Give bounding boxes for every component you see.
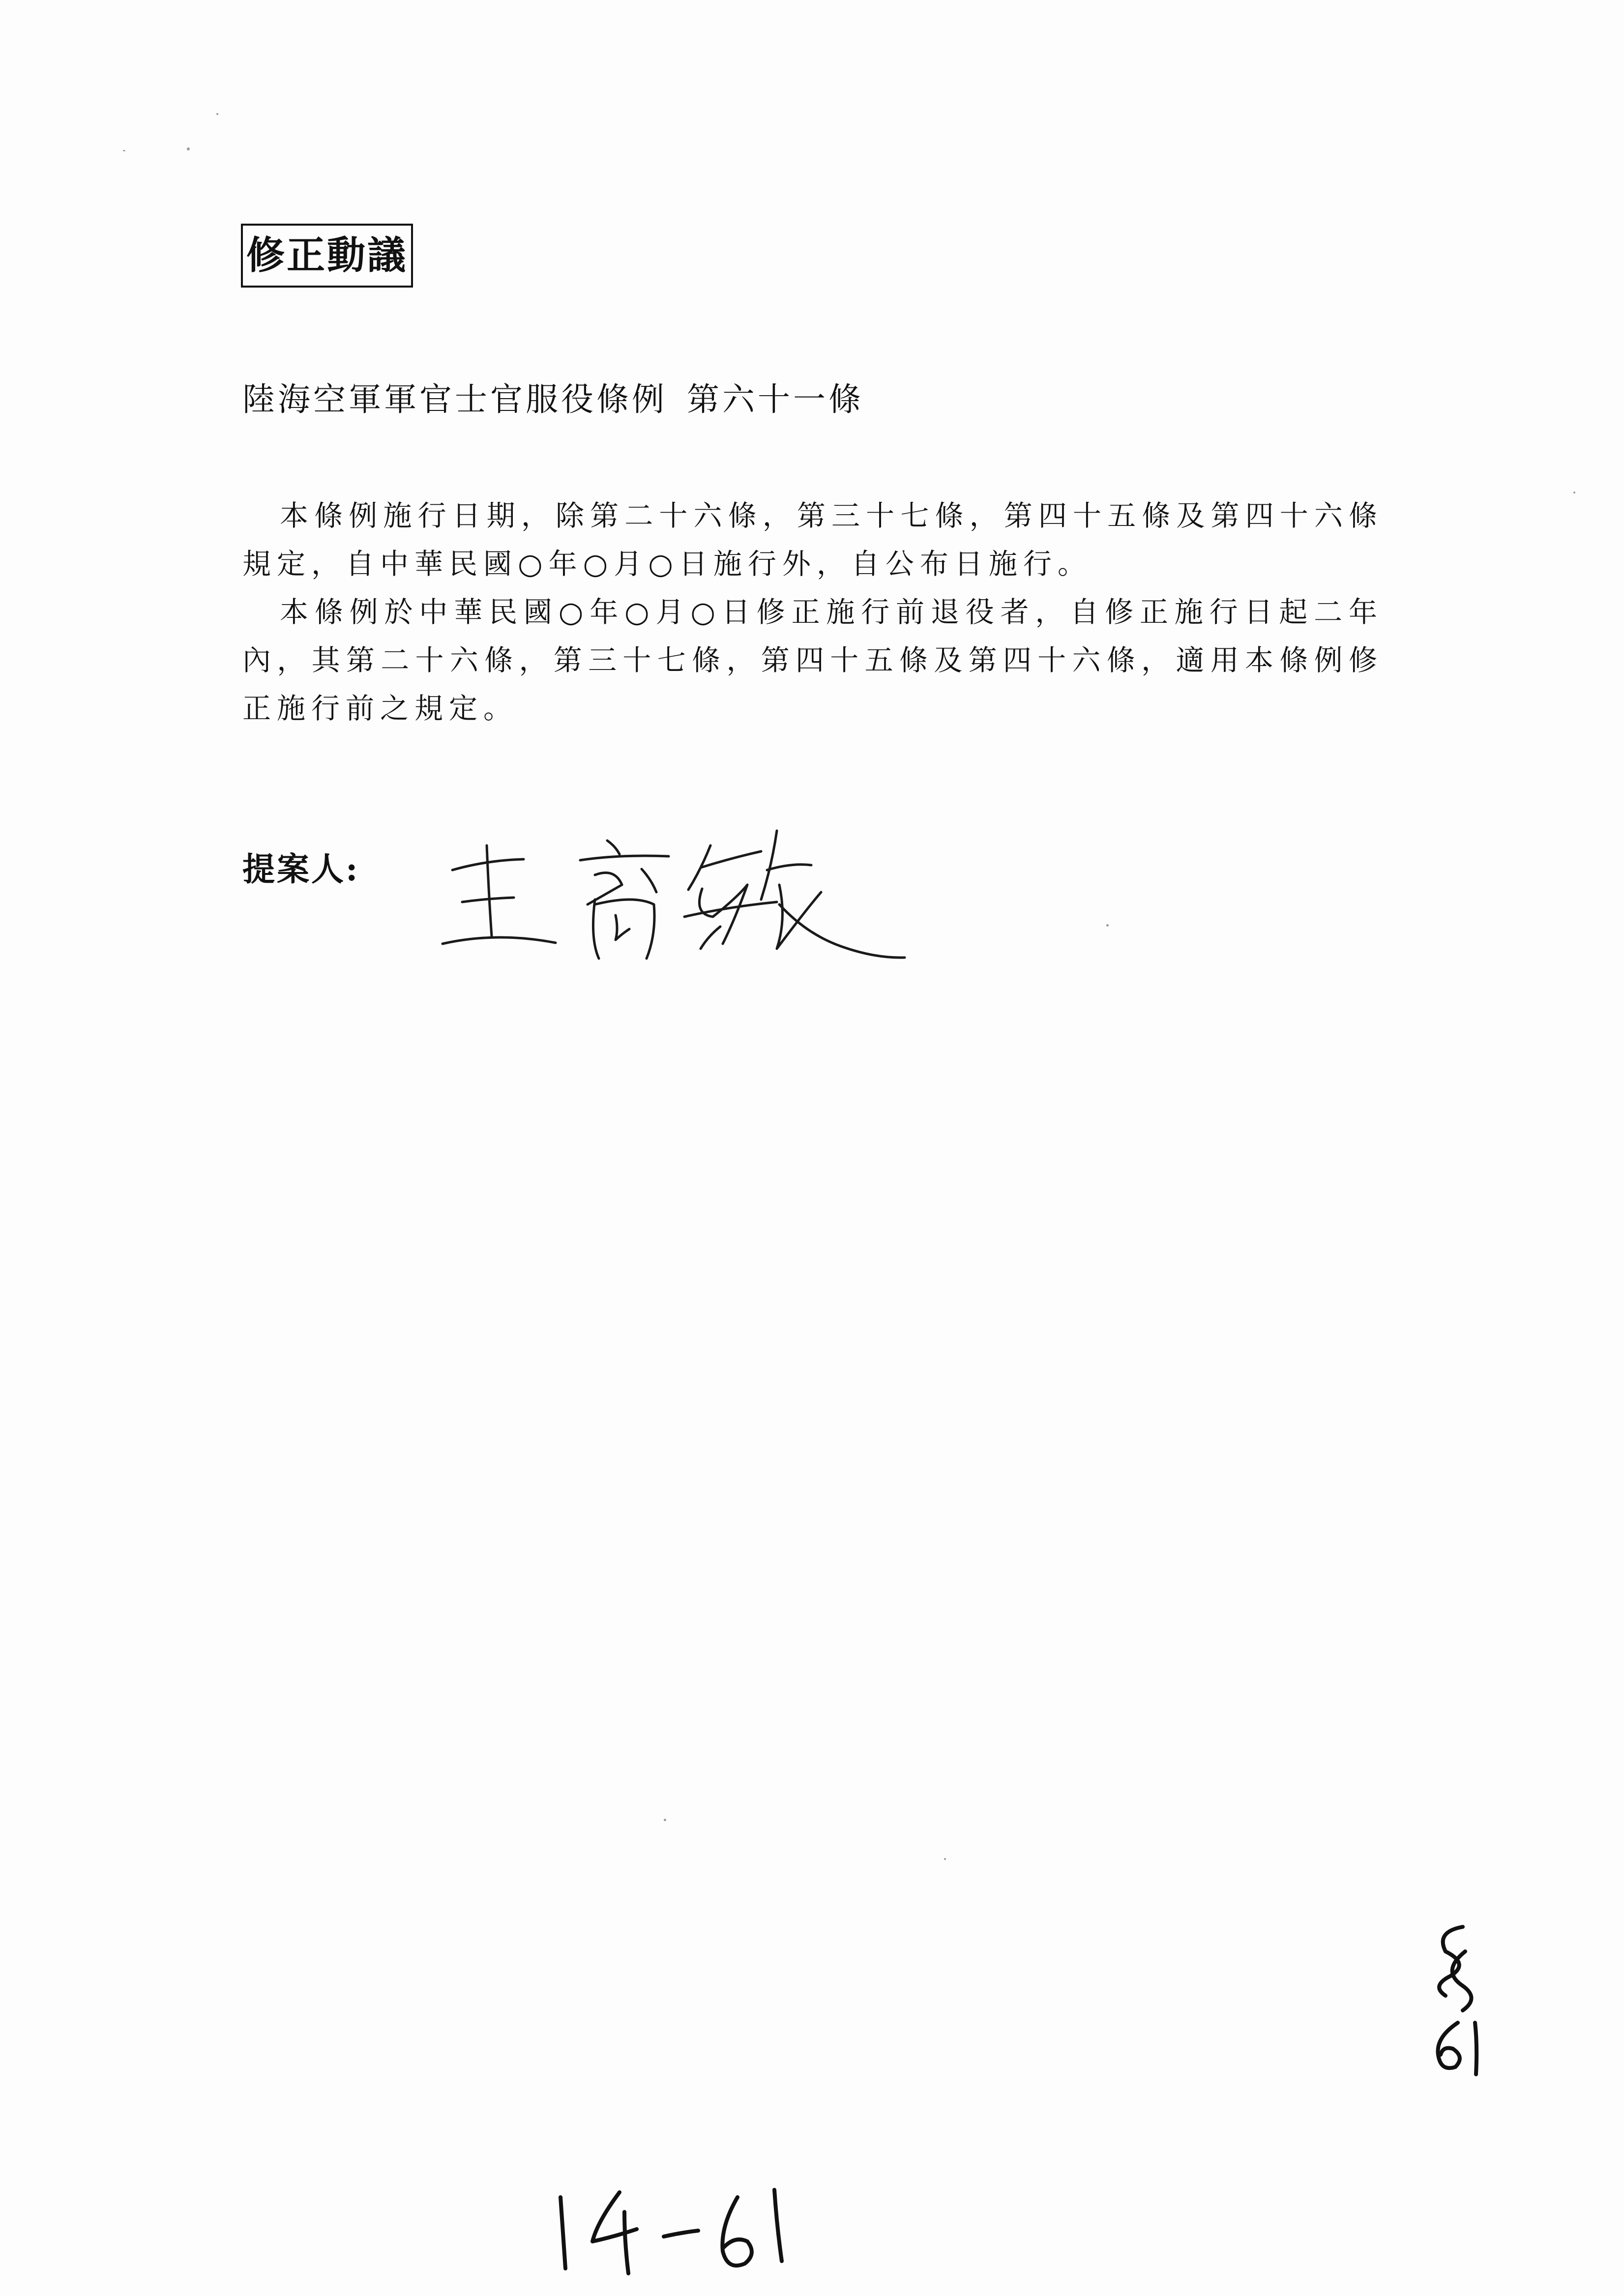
article-paragraph-2: 本條例於中華民國○年○月○日修正施行前退役者，自修正施行日起二年內，其第二十六條，第三十七條，第四十五條及第四十六條，適用本條例修正施行前之規定。 xyxy=(242,595,1383,725)
motion-label: 修正動議 xyxy=(246,233,408,278)
margin-note xyxy=(1416,1917,1505,2079)
law-name: 陸海空軍軍官士官服役條例 xyxy=(242,380,667,418)
page-number xyxy=(551,2182,806,2281)
proposer-label: 提案人: xyxy=(242,850,360,888)
article-paragraph-1: 本條例施行日期，除第二十六條，第三十七條，第四十五條及第四十六條規定，自中華民國○年○月○日施行外，自公布日施行。 xyxy=(242,499,1383,581)
article-title xyxy=(242,380,864,418)
motion-label-box xyxy=(241,224,413,288)
article-body xyxy=(242,492,1383,732)
proposer-signature xyxy=(433,811,934,978)
article-number: 第六十一條 xyxy=(687,380,864,418)
